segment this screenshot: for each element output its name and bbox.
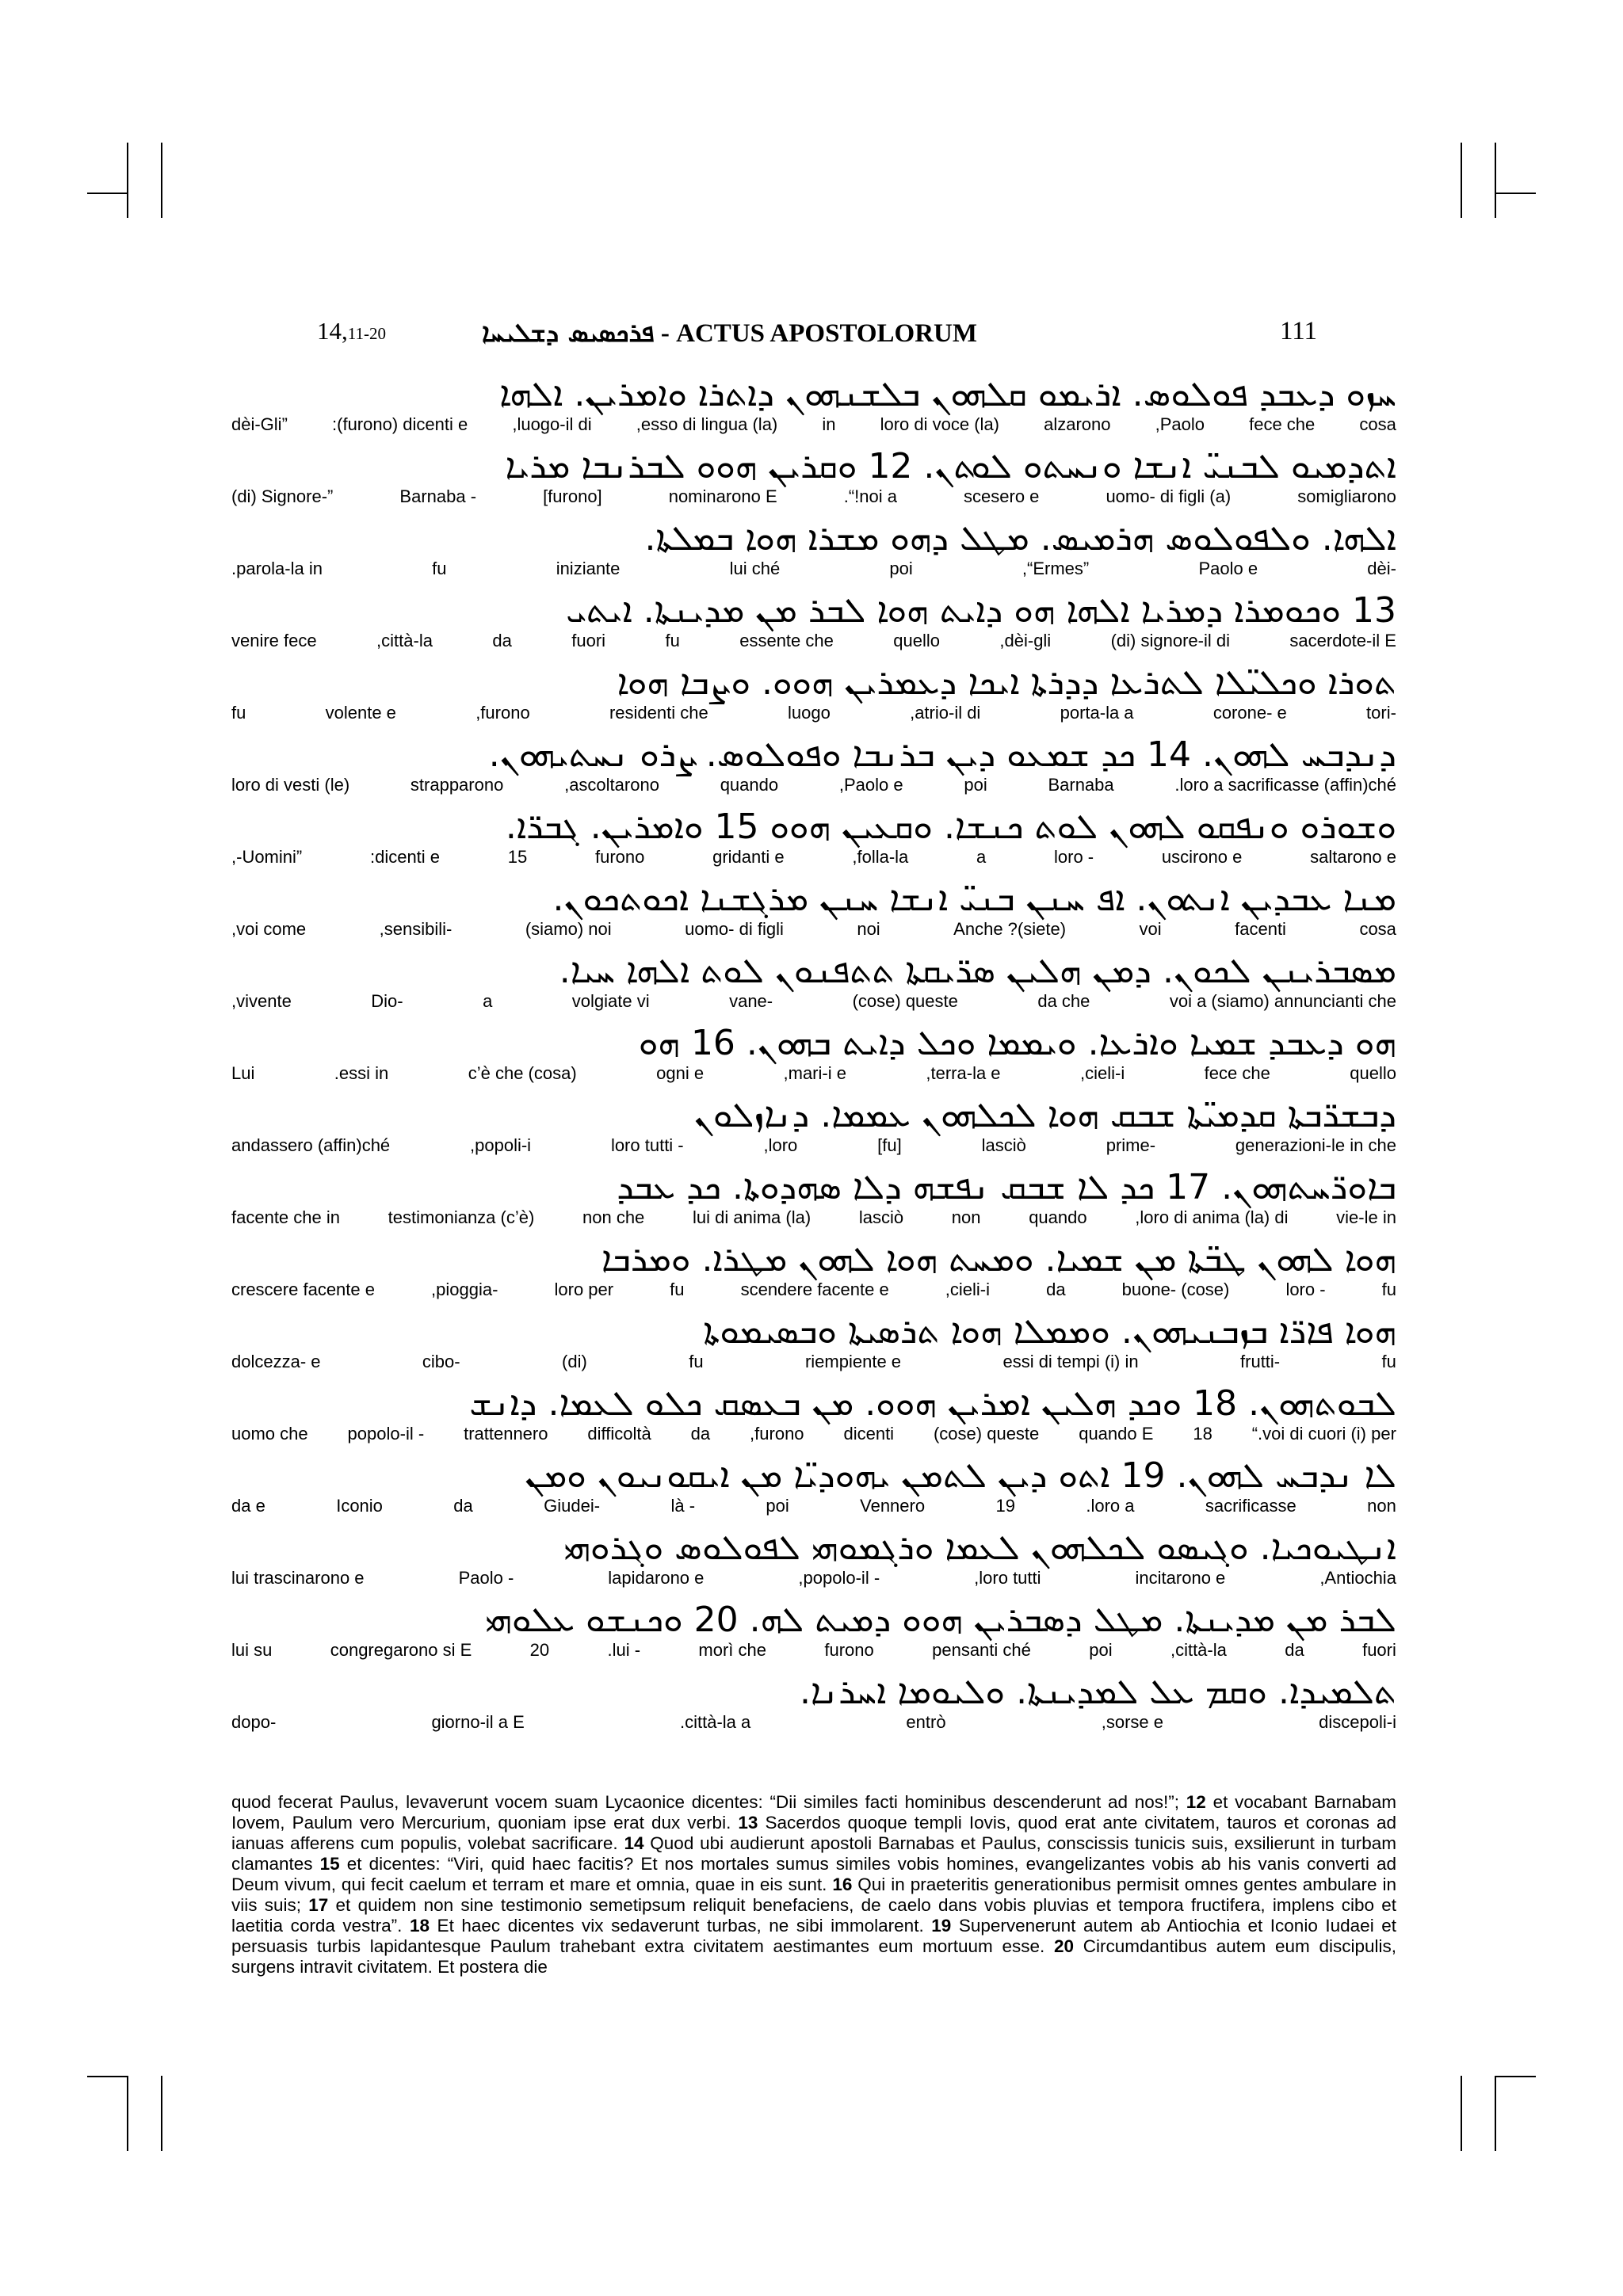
gloss-word: ,città-la <box>1170 1640 1227 1660</box>
gloss-word: fu <box>665 631 680 650</box>
gloss-word: ,voi come <box>231 919 307 939</box>
gloss-word: lapidarono e <box>608 1568 705 1588</box>
verse-number: 18 <box>409 1916 430 1936</box>
gloss-word: frutti- <box>1240 1352 1281 1371</box>
gloss-word: saltarono e <box>1310 847 1396 867</box>
verse-range: 11-20 <box>347 324 386 343</box>
gloss-word: Giudei- <box>544 1496 601 1516</box>
gloss-row <box>231 776 1396 795</box>
syriac-title: ܦܪܟܣܝܣ ܕܫܠܝܚܐ <box>482 317 655 348</box>
gloss-word: ,Paolo <box>1155 414 1205 434</box>
gloss-row <box>231 631 1396 650</box>
gloss-word: ,atrio-il di <box>910 703 981 723</box>
gloss-word: (di) <box>562 1352 587 1371</box>
gloss-word: (cose) queste <box>933 1424 1040 1444</box>
interlinear-line <box>231 444 1396 508</box>
latin-segment: Qui in praeteritis generationibus permisit omnes gentes ambulare in viis suis; <box>231 1875 1396 1915</box>
gloss-word: generazioni-le in che <box>1235 1135 1396 1155</box>
gloss-word: poi <box>964 775 987 795</box>
interlinear-line <box>231 1598 1396 1661</box>
gloss-word: popolo-il - <box>347 1424 425 1444</box>
gloss-word: là - <box>670 1496 696 1516</box>
gloss-word: uomo- di figli (a) <box>1106 486 1232 506</box>
gloss-word: da <box>1046 1280 1066 1299</box>
gloss-word: strapparono <box>410 775 504 795</box>
gloss-word: porta-la a <box>1060 703 1134 723</box>
syriac-line: ܕܒܫܪ̈ܒܬܐ ܩܕܡܝ̈ܬܐ ܫܒܩ ܗܘܐ ܠܟܠܗܘܢ ܥܡܡܐ. ܕܢܐܙܠܘܢ <box>693 1095 1396 1135</box>
gloss-row <box>231 415 1396 434</box>
interlinear-line <box>231 733 1396 796</box>
gloss-row <box>231 992 1396 1011</box>
gloss-word: .loro a <box>1086 1496 1135 1516</box>
gloss-word: buone- (cose) <box>1121 1280 1230 1299</box>
gloss-word: ,loro tutti <box>974 1568 1041 1588</box>
latin-segment: et dicentes: “Viri, quid haec facitis? Et nos mortales sumus similes vobis homines, evangelizantes vobis ab his vanis converti ad Deum vivum, qui fecit caelum et terram et mare et omnia, quae in eis sunt. <box>231 1854 1396 1894</box>
gloss-word: da <box>453 1496 473 1516</box>
gloss-word: quello <box>893 631 940 650</box>
gloss-word: (cose) queste <box>852 991 958 1011</box>
gloss-word: quando E <box>1079 1424 1154 1444</box>
syriac-line: ܡܣܒܪܝܢܢ ܠܟܘܢ. ܕܡܢ ܗܠܝܢ ܣܪ̈ܝܩܬܐ ܬܬܦܢܘܢ ܠܘܬ ܐܠܗܐ ܚܝܐ. <box>559 951 1396 991</box>
crop-mark-bottom-left-v2 <box>161 2076 162 2151</box>
gloss-word: cibo- <box>422 1352 460 1371</box>
gloss-word: ,cieli-i <box>1079 1063 1125 1083</box>
syriac-line: ܬܠܡܝܕܐ. ܘܩܡ ܥܠ ܠܡܕܝܢܬܐ. ܘܠܝܘܡܐ ܐܚܪܢܐ. <box>799 1672 1396 1712</box>
gloss-word: Dio- <box>371 991 403 1011</box>
gloss-word: ,loro di anima (la) di <box>1135 1207 1289 1227</box>
latin-segment: Supervenerunt autem ab Antiochia et Iconio Iudaei et persuasis turbis lapidantesque Paulum trahebant extra civitatem aestimantes eum mortuum esse. <box>231 1916 1396 1956</box>
gloss-row <box>231 1641 1396 1660</box>
gloss-word: crescere facente e <box>231 1280 375 1299</box>
gloss-row <box>231 1352 1396 1371</box>
gloss-word: gridanti e <box>712 847 785 867</box>
gloss-word: prime- <box>1106 1135 1156 1155</box>
latin-title: ACTUS APOSTOLORUM <box>676 319 978 348</box>
verse-number: 12 <box>1186 1792 1206 1812</box>
gloss-word: ,Antiochia <box>1319 1568 1396 1588</box>
crop-mark-bottom-left-v1 <box>127 2076 128 2151</box>
gloss-word: fece che <box>1249 414 1316 434</box>
verse-number: 17 <box>308 1895 329 1915</box>
gloss-word: fu <box>231 703 246 723</box>
gloss-word: loro di voce (la) <box>880 414 999 434</box>
gloss-word: loro - <box>1285 1280 1326 1299</box>
gloss-row <box>231 1208 1396 1227</box>
verse-number: 13 <box>738 1813 758 1833</box>
running-title <box>482 317 977 349</box>
gloss-word: 20 <box>529 1640 550 1660</box>
gloss-word: dopo- <box>231 1712 277 1732</box>
crop-mark-top-left-v2 <box>161 143 162 218</box>
gloss-word: volente e <box>325 703 396 723</box>
gloss-word: facenti <box>1235 919 1286 939</box>
interlinear-line <box>231 1310 1396 1373</box>
gloss-word: loro per <box>554 1280 614 1299</box>
gloss-row <box>231 559 1396 578</box>
gloss-word: ,sensibili- <box>379 919 453 939</box>
gloss-word: tori- <box>1366 703 1396 723</box>
gloss-word: riempiente e <box>804 1352 902 1371</box>
gloss-word: fu <box>689 1352 704 1371</box>
gloss-word: voi a (siamo) annuncianti che <box>1169 991 1396 1011</box>
gloss-word: vane- <box>729 991 773 1011</box>
crop-mark-top-left-h <box>87 193 127 194</box>
gloss-word: sacrificasse <box>1205 1496 1296 1516</box>
interlinear-line <box>231 372 1396 436</box>
gloss-word: testimonianza (c’è) <box>388 1207 535 1227</box>
gloss-word: :(furono) dicenti e <box>332 414 468 434</box>
gloss-word: essi di tempi (i) in <box>1002 1352 1139 1371</box>
gloss-word: lui su <box>231 1640 273 1660</box>
gloss-word: ,popolo-il - <box>798 1568 880 1588</box>
gloss-word: .lui - <box>607 1640 641 1660</box>
latin-segment: quod fecerat Paulus, levaverunt vocem suam Lycaonice dicentes: “Dii similes facti hominibus descenderunt ad nos!”; <box>231 1792 1186 1812</box>
gloss-row <box>231 1280 1396 1299</box>
interlinear-line <box>231 805 1396 868</box>
gloss-word: facente che in <box>231 1207 340 1227</box>
gloss-word: furono <box>824 1640 874 1660</box>
gloss-word: poi <box>766 1496 789 1516</box>
gloss-word: (di) signore-il di <box>1110 631 1230 650</box>
gloss-word: somigliarono <box>1297 486 1396 506</box>
crop-mark-bottom-right-v1 <box>1461 2076 1462 2151</box>
gloss-word: Anche ?(siete) <box>953 919 1067 939</box>
gloss-word: scendere facente e <box>740 1280 889 1299</box>
gloss-word: lasciò <box>858 1207 904 1227</box>
gloss-word: ,luogo-il di <box>512 414 592 434</box>
syriac-line: ܡܢܐ ܥܒܕܝܢ ܐܢܬܘܢ. ܐܦ ܚܢܢ ܒܢܝ̈ ܐܢܫܐ ܚܢܢ ܡܪܓܫܢܐ ܐܟܘܬܟܘܢ. <box>552 879 1396 919</box>
gloss-word: cosa <box>1359 919 1396 939</box>
crop-mark-top-left-v1 <box>127 143 128 218</box>
gloss-word: fu <box>670 1280 685 1299</box>
gloss-word: incitarono e <box>1135 1568 1226 1588</box>
gloss-word: :dicenti e <box>369 847 441 867</box>
gloss-word: .città-la a <box>679 1712 751 1732</box>
gloss-word: lui trascinarono e <box>231 1568 365 1588</box>
syriac-line: ܠܒܪ ܡܢ ܡܕܝܢܬܐ. ܡܛܠ ܕܣܒܪܝܢ ܗܘܘ ܕܡܝܬ ܠܗ. 20 ܘܟܢܫܘ ܥܠܘܗܝ <box>485 1600 1396 1640</box>
gloss-word: nominarono E <box>668 486 777 506</box>
gloss-word: ,ascoltarono <box>564 775 659 795</box>
gloss-word: alzarono <box>1044 414 1111 434</box>
gloss-word: ,città-la <box>376 631 433 650</box>
gloss-word: non che <box>582 1207 645 1227</box>
gloss-word: furono <box>594 847 645 867</box>
gloss-word: ,-Uomini” <box>231 847 303 867</box>
gloss-word: da e <box>231 1496 265 1516</box>
verse-number: 19 <box>931 1916 952 1936</box>
gloss-word: venire fece <box>231 631 317 650</box>
interlinear-line <box>231 877 1396 940</box>
gloss-word: discepoli-i <box>1319 1712 1396 1732</box>
gloss-word: ,furono <box>750 1424 804 1444</box>
gloss-word: Iconio <box>336 1496 383 1516</box>
interlinear-line <box>231 1165 1396 1229</box>
gloss-word: poi <box>1089 1640 1113 1660</box>
gloss-word: da che <box>1037 991 1090 1011</box>
gloss-word: uscirono e <box>1161 847 1243 867</box>
gloss-word: uomo- di figli <box>685 919 784 939</box>
interlinear-line <box>231 1670 1396 1733</box>
gloss-word: fuori <box>571 631 606 650</box>
gloss-row <box>231 1064 1396 1083</box>
syriac-line: ܐܠܗܐ. ܘܠܦܘܠܘܣ ܗܪܡܝܣ. ܡܛܠ ܕܗܘ ܡܫܪܐ ܗܘܐ ܒܡܠܬܐ. <box>644 518 1396 559</box>
interlinear-line <box>231 1021 1396 1085</box>
gloss-word: dolcezza- e <box>231 1352 321 1371</box>
gloss-word: 18 <box>1193 1424 1212 1444</box>
gloss-word: voi <box>1139 919 1162 939</box>
syriac-line: ܠܐ ܢܕܒܚ ܠܗܘܢ. 19 ܐܬܘ ܕܝܢ ܠܬܡܢ ܝܗܘܕܝ̈ܐ ܡܢ ܐܝܩܘܢܝܘܢ ܘܡܢ <box>525 1455 1396 1496</box>
gloss-word: a <box>483 991 493 1011</box>
gloss-word: andassero (affin)ché <box>231 1135 391 1155</box>
latin-segment: Et haec dicentes vix sedaverunt turbas, ne sibi immolarent. <box>430 1916 932 1936</box>
gloss-word: congregarono si E <box>330 1640 472 1660</box>
gloss-word: lui ché <box>729 559 781 578</box>
syriac-line: ܬܘܪܐ ܘܟܠܝ̈ܠܐ ܠܬܪܥܐ ܕܕܪܬܐ ܐܝܟܐ ܕܥܡܪܝܢ ܗܘܘ. ܘܨܒܐ ܗܘܐ <box>617 662 1396 703</box>
gloss-word: ,popoli-i <box>470 1135 532 1155</box>
gloss-word: loro tutti - <box>610 1135 684 1155</box>
gloss-word: ,pioggia- <box>431 1280 498 1299</box>
gloss-row <box>231 487 1396 506</box>
gloss-word: giorno-il a E <box>431 1712 525 1732</box>
gloss-word: ,vivente <box>231 991 292 1011</box>
interlinear-line <box>231 661 1396 724</box>
crop-mark-top-right-v1 <box>1461 143 1462 218</box>
gloss-word: ,cieli-i <box>945 1280 991 1299</box>
gloss-word: ,loro <box>763 1135 798 1155</box>
syriac-line: ܗܘ ܕܥܒܕ ܫܡܝܐ ܘܐܪܥܐ. ܘܝܡܡܐ ܘܟܠ ܕܐܝܬ ܒܗܘܢ. 16 ܗܘ <box>638 1023 1396 1063</box>
gloss-word: essente che <box>739 631 834 650</box>
gloss-word: scesero e <box>964 486 1040 506</box>
interlinear-line <box>231 589 1396 652</box>
gloss-word: non <box>1367 1496 1396 1516</box>
gloss-word: in <box>822 414 836 434</box>
gloss-word: “.voi di cuori (i) per <box>1251 1424 1396 1444</box>
gloss-word: fu <box>1381 1280 1396 1299</box>
gloss-word: ,Paolo e <box>838 775 903 795</box>
syriac-line: ܚܙܘ ܕܥܒܕ ܦܘܠܘܣ. ܐܪܝܡܘ ܩܠܗܘܢ ܒܠܫܢܗܘܢ ܕܐܬܪܐ ܘܐܡܪܝܢ. ܐܠܗܐ <box>499 374 1396 414</box>
gloss-word: c’è che (cosa) <box>468 1063 577 1083</box>
gloss-word: Paolo e <box>1198 559 1258 578</box>
gloss-word: sacerdote-il E <box>1289 631 1396 650</box>
latin-segment: Circumdantibus autem eum discipulis, surgens intravit civitatem. Et postera die <box>231 1936 1396 1977</box>
gloss-word: ,esso di lingua (la) <box>636 414 778 434</box>
gloss-word: (siamo) noi <box>525 919 612 939</box>
gloss-word: Barnaba <box>1048 775 1114 795</box>
page-number: 111 <box>1280 317 1318 345</box>
gloss-word: loro - <box>1054 847 1094 867</box>
chapter-number: 14, <box>317 317 348 345</box>
gloss-word: trattennero <box>464 1424 548 1444</box>
gloss-word: ,“Ermes” <box>1022 559 1090 578</box>
gloss-word: difficoltà <box>587 1424 651 1444</box>
interlinear-line <box>231 949 1396 1013</box>
chapter-reference <box>317 317 386 345</box>
page-header <box>0 317 1623 364</box>
crop-mark-bottom-right-h <box>1496 2076 1536 2077</box>
gloss-word: vie-le in <box>1336 1207 1396 1227</box>
gloss-word: ,dèi-gli <box>999 631 1052 650</box>
latin-segment: Quod ubi audierunt apostoli Barnabas et Paulus, conscissis tunicis suis, exsilierunt in turbam clamantes <box>231 1833 1396 1874</box>
gloss-word: ,terra-la e <box>926 1063 1001 1083</box>
gloss-word: ,folla-la <box>852 847 909 867</box>
gloss-word: fu <box>432 559 447 578</box>
syriac-line: ܐܬܕܡܝܘ ܠܒܢܝ̈ ܐܢܫܐ ܘܢܚܬܘ ܠܘܬܢ. 12 ܘܩܪܝܢ ܗܘܘ ܠܒܪܢܒܐ ܡܪܝܐ <box>505 446 1396 486</box>
crop-mark-bottom-left-h <box>87 2076 127 2077</box>
gloss-word: fuori <box>1362 1640 1396 1660</box>
gloss-word: [fu] <box>877 1135 902 1155</box>
gloss-word: 15 <box>507 847 528 867</box>
latin-translation <box>231 1792 1396 1978</box>
crop-mark-bottom-right-v2 <box>1495 2076 1496 2151</box>
latin-segment: Sacerdos quoque templi Iovis, quod erat ante civitatem, tauros et coronas ad ianuas afferens cum populis, volebat sacrificare. <box>231 1813 1396 1853</box>
gloss-word: corone- e <box>1212 703 1287 723</box>
gloss-row <box>231 848 1396 867</box>
gloss-word: [furono] <box>543 486 602 506</box>
gloss-word: morì che <box>698 1640 766 1660</box>
gloss-word: quello <box>1350 1063 1396 1083</box>
gloss-word: pensanti ché <box>932 1640 1031 1660</box>
verse-number: 20 <box>1053 1936 1075 1956</box>
interlinear-line <box>231 517 1396 580</box>
verse-number: 15 <box>319 1854 340 1874</box>
syriac-line: ܘܫܘܪܘ ܘܢܦܩܘ ܠܗܘܢ ܠܘܬ ܟܢܫܐ. ܘܩܥܝܢ ܗܘܘ 15 ܘܐܡܪܝܢ. ܓܒܪ̈ܐ. <box>505 807 1396 847</box>
crop-mark-top-right-h <box>1496 193 1536 194</box>
gloss-row <box>231 920 1396 939</box>
gloss-word: luogo <box>787 703 831 723</box>
gloss-word: Barnaba - <box>399 486 477 506</box>
gloss-word: a <box>976 847 987 867</box>
syriac-line: 13 ܘܟܘܡܪܐ ܕܡܪܝܐ ܐܠܗܐ ܗܘ ܕܐܝܬ ܗܘܐ ܠܒܪ ܡܢ ܡܕܝܢܬܐ. ܐܝܬܝ <box>566 590 1396 631</box>
interlinear-line <box>231 1093 1396 1157</box>
gloss-word: ,furono <box>475 703 530 723</box>
gloss-word: da <box>690 1424 711 1444</box>
gloss-word: fece che <box>1204 1063 1270 1083</box>
latin-segment: et quidem non sine testimonio semetipsum reliquit benefaciens, de caelo dans vobis pluvias et tempora fructifera, implens cibo et laetitia corda vestra”. <box>231 1895 1396 1936</box>
syriac-line: ܗܘܐ ܦܐܪ̈ܐ ܒܙܒܢܝܗܘܢ. ܘܡܡܠܐ ܗܘܐ ܬܪܣܝܬܐ ܘܒܣܝܡܘܬܐ <box>703 1311 1396 1352</box>
interlinear-line <box>231 1238 1396 1301</box>
gloss-word: poi <box>889 559 913 578</box>
gloss-word: quando <box>1029 1207 1087 1227</box>
syriac-line: ܐܢܛܝܘܟܝܐ. ܘܓܝܣܘ ܠܟܠܗܘܢ ܠܥܡܐ ܘܪܓܡܘܗܝ ܠܦܘܠܘܣ ܘܓܪܘܗܝ <box>563 1527 1396 1568</box>
crop-mark-top-right-v2 <box>1495 143 1496 218</box>
interlinear-line <box>231 1454 1396 1517</box>
interlinear-line <box>231 1382 1396 1445</box>
syriac-line: ܒܐܘܪ̈ܚܬܗܘܢ. 17 ܟܕ ܠܐ ܫܒܩ ܢܦܫܗ ܕܠܐ ܣܗܕܘܬܐ. ܟܕ ܥܒܕ <box>617 1167 1396 1207</box>
gloss-word: .“!noi a <box>843 486 897 506</box>
gloss-word: 19 <box>995 1496 1015 1516</box>
gloss-word: (di) Signore-” <box>231 486 334 506</box>
gloss-word: uomo che <box>231 1424 308 1444</box>
gloss-word: .essi in <box>334 1063 389 1083</box>
gloss-word: entrò <box>906 1712 946 1732</box>
interlinear-line <box>231 1526 1396 1589</box>
gloss-word: Lui <box>231 1063 255 1083</box>
gloss-word: .parola-la in <box>231 559 323 578</box>
gloss-word: dèi- <box>1367 559 1396 578</box>
syriac-line: ܠܒܘܬܗܘܢ. 18 ܘܟܕ ܗܠܝܢ ܐܡܪܝܢ ܗܘܘ. ܡܢ ܒܥܣܩ ܟܠܘ ܠܥܡܐ. ܕܐܢܫ <box>469 1383 1396 1424</box>
gloss-word: fu <box>1381 1352 1396 1371</box>
gloss-word: noi <box>857 919 880 939</box>
gloss-word: quando <box>720 775 779 795</box>
gloss-word: volgiate vi <box>571 991 650 1011</box>
verse-number: 16 <box>832 1875 853 1894</box>
gloss-word: cosa <box>1359 414 1396 434</box>
gloss-word: Vennero <box>860 1496 926 1516</box>
gloss-word: iniziante <box>556 559 621 578</box>
syriac-line: ܕܢܕܒܚ ܠܗܘܢ. 14 ܟܕ ܫܡܥܘ ܕܝܢ ܒܪܢܒܐ ܘܦܘܠܘܣ. ܨܪܘ ܢܚܬܝܗܘܢ. <box>488 734 1396 775</box>
gloss-word: .loro a sacrificasse (affin)ché <box>1174 775 1396 795</box>
gloss-word: da <box>1285 1640 1304 1660</box>
verse-number: 14 <box>624 1833 644 1853</box>
gloss-word: loro di vesti (le) <box>231 775 350 795</box>
gloss-row <box>231 1136 1396 1155</box>
gloss-word: residenti che <box>609 703 708 723</box>
title-separator: - <box>654 319 677 348</box>
gloss-row <box>231 1713 1396 1732</box>
syriac-line: ܗܘܐ ܠܗܘܢ ܛܒ̈ܬܐ ܡܢ ܫܡܝܐ. ܘܡܚܬ ܗܘܐ ܠܗܘܢ ܡܛܪܐ. ܘܡܪܒܐ <box>601 1239 1396 1280</box>
gloss-word: lasciò <box>981 1135 1026 1155</box>
gloss-word: lui di anima (la) <box>692 1207 812 1227</box>
gloss-word: ,mari-i e <box>783 1063 846 1083</box>
gloss-word: dèi-Gli” <box>231 414 288 434</box>
gloss-row <box>231 1425 1396 1444</box>
latin-segment: et vocabant Barnabam Iovem, Paulum vero Mercurium, quoniam ipse erat dux verbi. <box>231 1792 1396 1833</box>
gloss-word: dicenti <box>843 1424 895 1444</box>
gloss-row <box>231 704 1396 723</box>
gloss-word: da <box>492 631 512 650</box>
gloss-word: ,sorse e <box>1101 1712 1163 1732</box>
gloss-row <box>231 1569 1396 1588</box>
gloss-word: Paolo - <box>458 1568 514 1588</box>
gloss-row <box>231 1497 1396 1516</box>
gloss-word: ogni e <box>656 1063 705 1083</box>
gloss-word: non <box>951 1207 981 1227</box>
